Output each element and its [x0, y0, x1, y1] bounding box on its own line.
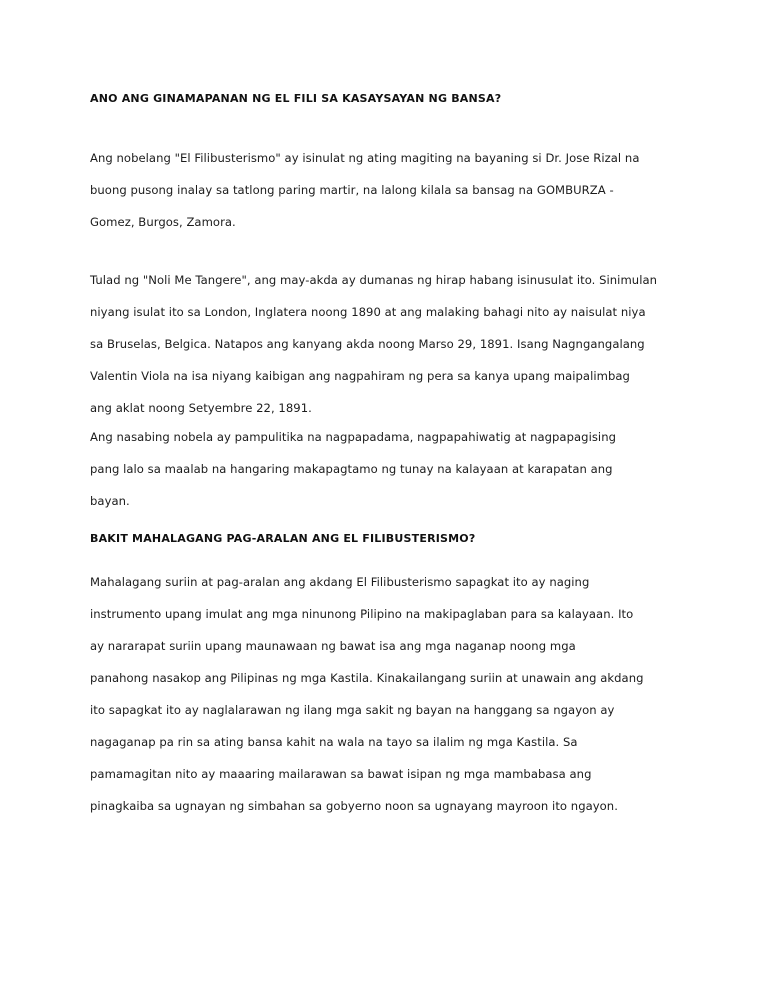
paragraph-line: Tulad ng "Noli Me Tangere", ang may-akda ay dumanas ng hirap habang isinusulat ito. Sinimulan	[90, 273, 658, 287]
paragraph-line: ay nararapat suriin upang maunawaan ng bawat isa ang mga naganap noong mga	[90, 639, 576, 653]
paragraph-line: pamamagitan nito ay maaaring mailarawan sa bawat isipan ng mga mambabasa ang	[90, 767, 592, 781]
paragraph-line: bayan.	[90, 494, 130, 508]
paragraph-line: niyang isulat ito sa London, Inglatera noong 1890 at ang malaking bahagi nito ay naisulat niya	[90, 305, 646, 319]
paragraph-line: panahong nasakop ang Pilipinas ng mga Kastila. Kinakailangang suriin at unawain ang akdang	[90, 671, 644, 685]
paragraph-line: Ang nobelang "El Filibusterismo" ay isinulat ng ating magiting na bayaning si Dr. Jose Rizal na	[90, 151, 640, 165]
paragraph-line: instrumento upang imulat ang mga ninunong Pilipino na makipaglaban para sa kalayaan. Ito	[90, 607, 634, 621]
paragraph-line: pang lalo sa maalab na hangaring makapagtamo ng tunay na kalayaan at karapatan ang	[90, 462, 613, 476]
paragraph-line: ang aklat noong Setyembre 22, 1891.	[90, 401, 312, 415]
heading-why-study: BAKIT MAHALAGANG PAG-ARALAN ANG EL FILIBUSTERISMO?	[90, 532, 476, 545]
paragraph-line: pinagkaiba sa ugnayan ng simbahan sa gobyerno noon sa ugnayang mayroon ito ngayon.	[90, 799, 618, 813]
paragraph-line: Valentin Viola na isa niyang kaibigan ang nagpahiram ng pera sa kanya upang maipalimbag	[90, 369, 630, 383]
paragraph-line: sa Bruselas, Belgica. Natapos ang kanyang akda noong Marso 29, 1891. Isang Nagngangalang	[90, 337, 645, 351]
paragraph-line: Gomez, Burgos, Zamora.	[90, 215, 236, 229]
heading-el-fili-role: ANO ANG GINAMAPANAN NG EL FILI SA KASAYSAYAN NG BANSA?	[90, 92, 502, 105]
paragraph-line: ito sapagkat ito ay naglalarawan ng ilang mga sakit ng bayan na hanggang sa ngayon ay	[90, 703, 615, 717]
paragraph-line: Mahalagang suriin at pag-aralan ang akdang El Filibusterismo sapagkat ito ay naging	[90, 575, 590, 589]
paragraph-line: buong pusong inalay sa tatlong paring martir, na lalong kilala sa bansag na GOMBURZA -	[90, 183, 614, 197]
paragraph-line: nagaganap pa rin sa ating bansa kahit na wala na tayo sa ilalim ng mga Kastila. Sa	[90, 735, 578, 749]
paragraph-line: Ang nasabing nobela ay pampulitika na nagpapadama, nagpapahiwatig at nagpapagising	[90, 430, 617, 444]
